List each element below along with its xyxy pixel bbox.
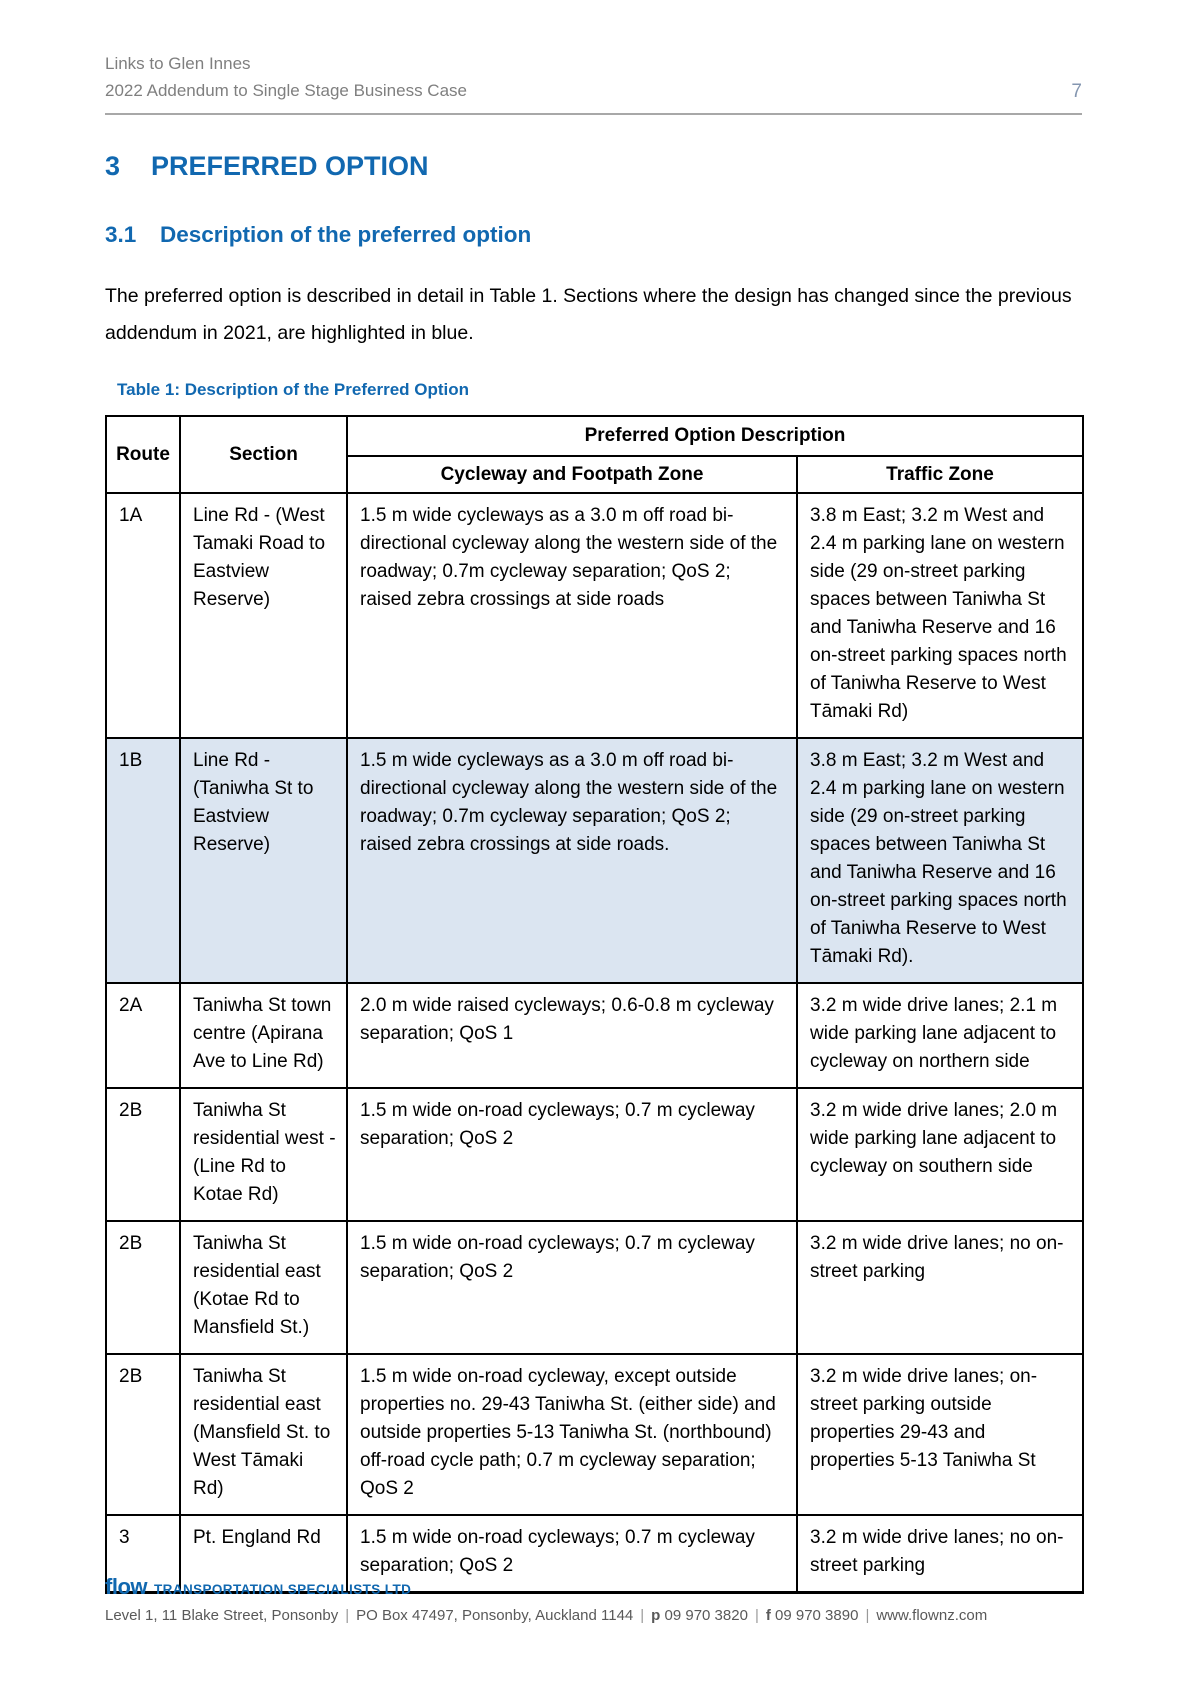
footer-separator: |: [640, 1607, 645, 1624]
route-cell: 2B: [106, 1088, 180, 1221]
section-cell: Taniwha St residential west - (Line Rd to Kotae Rd): [180, 1088, 347, 1221]
section-title: PREFERRED OPTION: [151, 151, 429, 182]
table-row: [106, 493, 1083, 738]
table-row: [106, 1088, 1083, 1221]
table-row: [106, 1354, 1083, 1515]
section-cell: Line Rd - (West Tamaki Road to Eastview Reserve): [180, 493, 347, 738]
section-cell: Pt. England Rd: [180, 1515, 347, 1593]
cycleway-cell: 1.5 m wide cycleways as a 3.0 m off road bi-directional cycleway along the western side of the roadway; 0.7m cycleway separation; QoS 2; raised zebra crossings at side roads: [347, 493, 797, 738]
route-cell: 3: [106, 1515, 180, 1593]
cycleway-cell: 1.5 m wide on-road cycleways; 0.7 m cycleway separation; QoS 2: [347, 1088, 797, 1221]
section-cell: Taniwha St residential east (Mansfield St. to West Tāmaki Rd): [180, 1354, 347, 1515]
route-cell: 1A: [106, 493, 180, 738]
subsection-title: Description of the preferred option: [160, 222, 532, 248]
column-header-section: Section: [180, 416, 347, 493]
traffic-cell: 3.8 m East; 3.2 m West and 2.4 m parking lane on western side (29 on-street parking spaces between Taniwha St and Taniwha Reserve and 16 on-street parking spaces north of Taniwha Reserve to West Tāmaki Rd).: [797, 738, 1083, 983]
section-cell: Taniwha St town centre (Apirana Ave to Line Rd): [180, 983, 347, 1088]
preferred-option-table: [105, 415, 1084, 1594]
footer-separator: |: [865, 1607, 870, 1624]
traffic-cell: 3.2 m wide drive lanes; on-street parking outside properties 29-43 and properties 5-13 Taniwha St: [797, 1354, 1083, 1515]
cycleway-cell: 1.5 m wide cycleways as a 3.0 m off road bi-directional cycleway along the western side of the roadway; 0.7m cycleway separation; QoS 2; raised zebra crossings at side roads.: [347, 738, 797, 983]
section-cell: Taniwha St residential east (Kotae Rd to Mansfield St.): [180, 1221, 347, 1354]
running-header: [105, 50, 1082, 115]
table-row: [106, 1221, 1083, 1354]
traffic-cell: 3.2 m wide drive lanes; 2.0 m wide parking lane adjacent to cycleway on southern side: [797, 1088, 1083, 1221]
header-line1: Links to Glen Innes: [105, 54, 251, 73]
footer-address: Level 1, 11 Blake Street, Ponsonby: [105, 1607, 339, 1624]
footer-fax-label: f: [765, 1607, 771, 1624]
column-header-route: Route: [106, 416, 180, 493]
traffic-cell: 3.8 m East; 3.2 m West and 2.4 m parking lane on western side (29 on-street parking spaces between Taniwha St and Taniwha Reserve and 16 on-street parking spaces north of Taniwha Reserve to West Tāmaki Rd): [797, 493, 1083, 738]
route-cell: 1B: [106, 738, 180, 983]
subsection-heading: [105, 222, 1082, 248]
table-row-highlighted: [106, 738, 1083, 983]
cycleway-cell: 2.0 m wide raised cycleways; 0.6-0.8 m cycleway separation; QoS 1: [347, 983, 797, 1088]
footer-company-name: TRANSPORTATION SPECIALISTS LTD: [154, 1582, 412, 1597]
footer-phone: 09 970 3820: [664, 1607, 748, 1624]
section-number: 3: [105, 151, 121, 182]
traffic-cell: 3.2 m wide drive lanes; 2.1 m wide parking lane adjacent to cycleway on northern side: [797, 983, 1083, 1088]
column-header-group: Preferred Option Description: [347, 416, 1083, 456]
section-cell: Line Rd - (Taniwha St to Eastview Reserve): [180, 738, 347, 983]
table-caption: Table 1: Description of the Preferred Option: [117, 380, 470, 400]
table-header-row-group: [106, 416, 1083, 456]
route-cell: 2B: [106, 1221, 180, 1354]
cycleway-cell: 1.5 m wide on-road cycleways; 0.7 m cycleway separation; QoS 2: [347, 1515, 797, 1593]
route-cell: 2A: [106, 983, 180, 1088]
footer-separator: |: [754, 1607, 759, 1624]
footer-fax: 09 970 3890: [775, 1607, 859, 1624]
route-cell: 2B: [106, 1354, 180, 1515]
cycleway-cell: 1.5 m wide on-road cycleways; 0.7 m cycleway separation; QoS 2: [347, 1221, 797, 1354]
section-heading: [105, 151, 1082, 182]
header-line2: 2022 Addendum to Single Stage Business Case: [105, 81, 467, 101]
intro-paragraph: The preferred option is described in detail in Table 1. Sections where the design has changed since the previous addendum in 2021, are highlighted in blue.: [105, 285, 1072, 345]
footer-separator: |: [345, 1607, 350, 1624]
traffic-cell: 3.2 m wide drive lanes; no on-street parking: [797, 1515, 1083, 1593]
column-header-cycleway: Cycleway and Footpath Zone: [347, 456, 797, 493]
table-row: [106, 983, 1083, 1088]
footer-pobox: PO Box 47497, Ponsonby, Auckland 1144: [356, 1607, 634, 1624]
flow-logo: flow: [105, 1574, 147, 1599]
column-header-traffic: Traffic Zone: [797, 456, 1083, 493]
footer-phone-label: p: [651, 1607, 661, 1624]
footer-address-line: [105, 1607, 1082, 1624]
traffic-cell: 3.2 m wide drive lanes; no on-street parking: [797, 1221, 1083, 1354]
footer-website: www.flownz.com: [876, 1607, 988, 1624]
page-footer: [105, 1574, 1082, 1624]
page-number: 7: [1071, 81, 1082, 103]
subsection-number: 3.1: [105, 222, 137, 248]
cycleway-cell: 1.5 m wide on-road cycleway, except outside properties no. 29-43 Taniwha St. (either side) and outside properties 5-13 Taniwha St. (northbound) off-road cycle path; 0.7 m cycleway separation; QoS 2: [347, 1354, 797, 1515]
